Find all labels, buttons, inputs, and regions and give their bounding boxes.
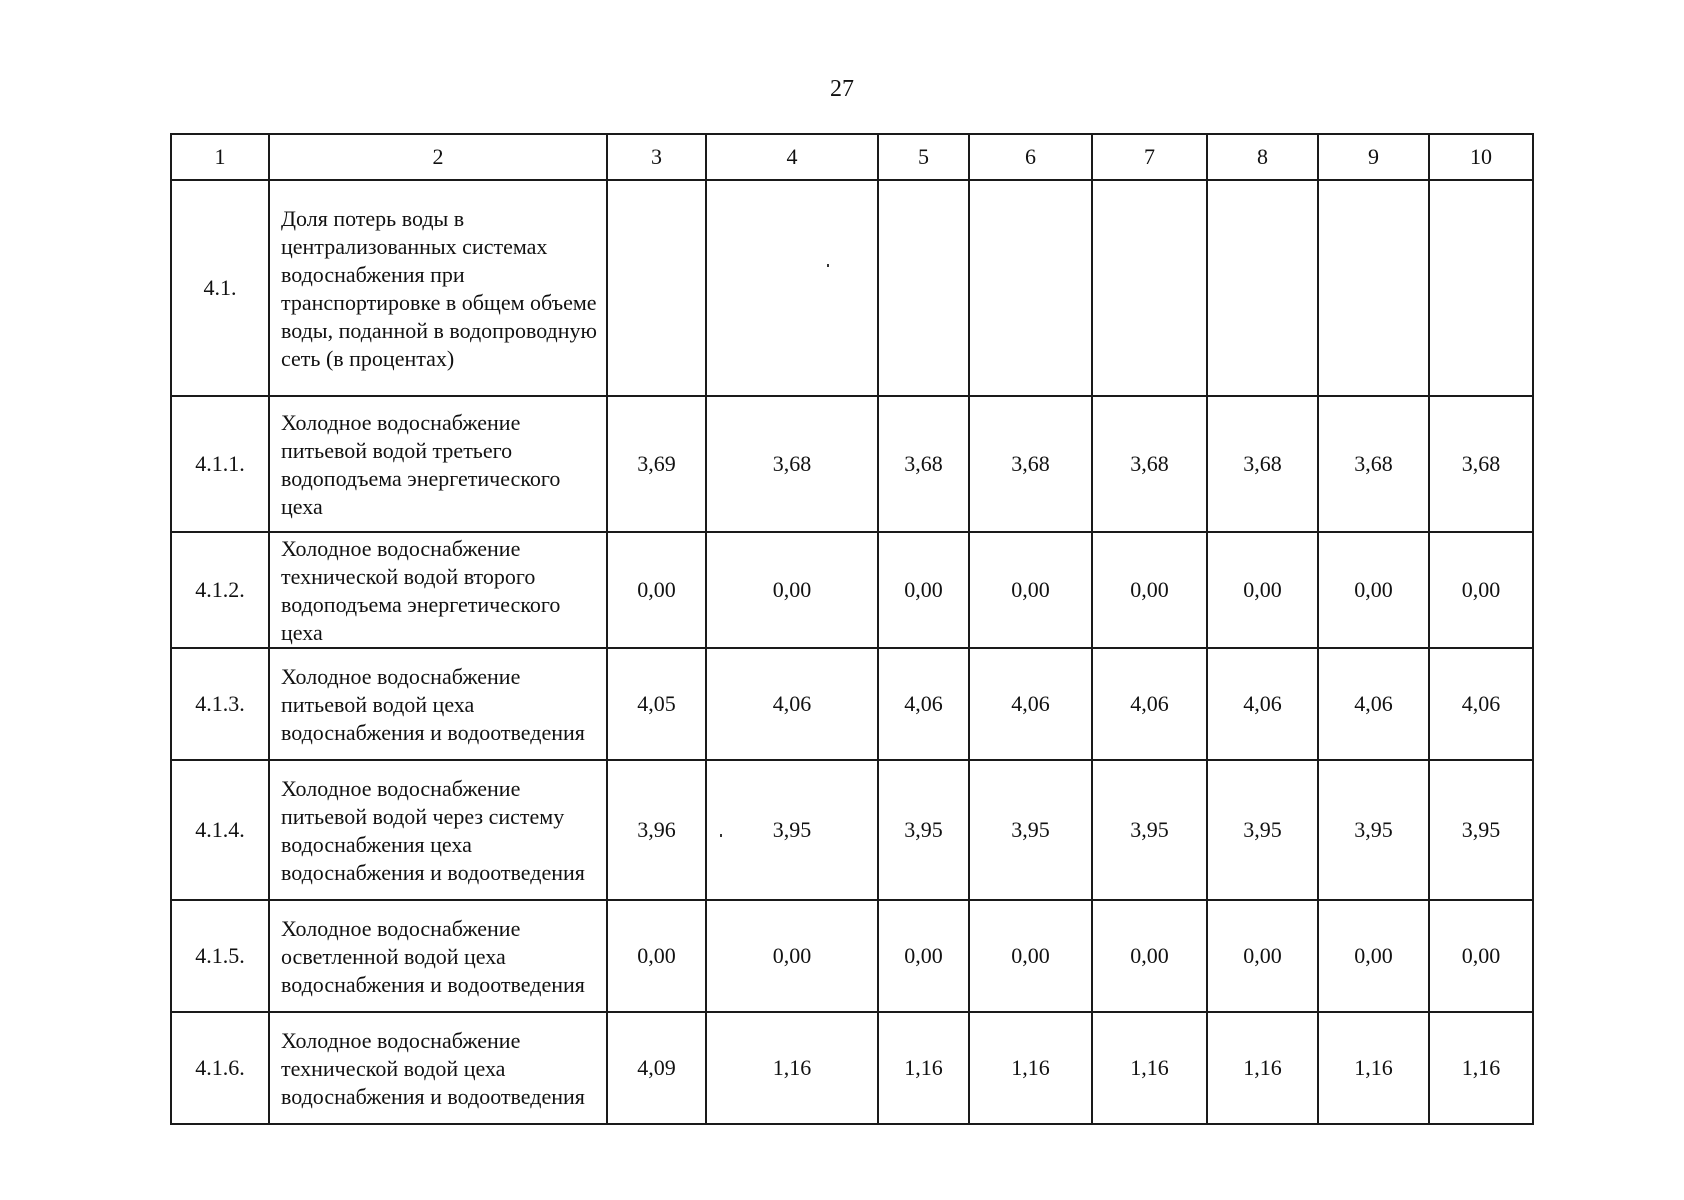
row-description: Холодное водоснабжение питьевой водой цеха водоснабжения и водоотведения	[269, 648, 607, 760]
table-row	[171, 532, 1533, 648]
value-cell: 1,16	[1207, 1012, 1318, 1124]
value-cell: 0,00	[607, 900, 706, 1012]
value-cell: 4,06	[1207, 648, 1318, 760]
table-row	[171, 760, 1533, 900]
value-cell: 4,06	[1092, 648, 1207, 760]
scan-speck	[827, 264, 829, 267]
row-number: 4.1.4.	[171, 760, 269, 900]
value-cell: 3,95	[706, 760, 878, 900]
value-cell: 3,95	[1092, 760, 1207, 900]
data-table	[170, 133, 1534, 1125]
column-header: 2	[269, 134, 607, 180]
value-cell: 3,68	[1429, 396, 1533, 532]
column-header: 3	[607, 134, 706, 180]
value-cell: 4,06	[1429, 648, 1533, 760]
value-cell: 3,96	[607, 760, 706, 900]
table-row	[171, 900, 1533, 1012]
value-cell: 0,00	[1429, 900, 1533, 1012]
row-number: 4.1.	[171, 180, 269, 396]
value-cell: 1,16	[878, 1012, 969, 1124]
value-cell: 3,68	[878, 396, 969, 532]
value-cell: 0,00	[878, 900, 969, 1012]
row-description: Холодное водоснабжение питьевой водой третьего водоподъема энергетического цеха	[269, 396, 607, 532]
value-cell	[1207, 180, 1318, 396]
value-cell: 0,00	[1318, 532, 1429, 648]
value-cell: 0,00	[607, 532, 706, 648]
value-cell	[878, 180, 969, 396]
value-cell: 4,06	[1318, 648, 1429, 760]
row-description: Холодное водоснабжение технической водой второго водоподъема энергетического цеха	[269, 532, 607, 648]
value-cell: 3,95	[969, 760, 1092, 900]
value-cell: 3,68	[706, 396, 878, 532]
page-number: 27	[830, 76, 854, 102]
value-cell: 3,69	[607, 396, 706, 532]
value-cell: 4,06	[878, 648, 969, 760]
value-cell: 1,16	[1429, 1012, 1533, 1124]
value-cell: 0,00	[1318, 900, 1429, 1012]
value-cell: 4,09	[607, 1012, 706, 1124]
table-row	[171, 180, 1533, 396]
value-cell: 0,00	[706, 532, 878, 648]
value-cell: 0,00	[1207, 532, 1318, 648]
value-cell	[1092, 180, 1207, 396]
value-cell: 3,68	[1318, 396, 1429, 532]
value-cell: 0,00	[969, 532, 1092, 648]
value-cell: 3,68	[1207, 396, 1318, 532]
value-cell: 0,00	[1207, 900, 1318, 1012]
value-cell: 3,95	[1207, 760, 1318, 900]
value-cell: 0,00	[1092, 900, 1207, 1012]
column-header: 10	[1429, 134, 1533, 180]
value-cell	[607, 180, 706, 396]
value-cell: 4,06	[969, 648, 1092, 760]
row-description: Холодное водоснабжение технической водой цеха водоснабжения и водоотведения	[269, 1012, 607, 1124]
value-cell	[1318, 180, 1429, 396]
row-number: 4.1.3.	[171, 648, 269, 760]
value-cell: 1,16	[969, 1012, 1092, 1124]
value-cell	[969, 180, 1092, 396]
row-description: Холодное водоснабжение питьевой водой через систему водоснабжения цеха водоснабжения и водоотведения	[269, 760, 607, 900]
column-header: 7	[1092, 134, 1207, 180]
row-number: 4.1.6.	[171, 1012, 269, 1124]
row-number: 4.1.5.	[171, 900, 269, 1012]
value-cell	[706, 180, 878, 396]
column-header: 6	[969, 134, 1092, 180]
header-row	[171, 134, 1533, 180]
value-cell: 0,00	[1092, 532, 1207, 648]
value-cell: 3,68	[1092, 396, 1207, 532]
value-cell: 1,16	[1092, 1012, 1207, 1124]
table-row	[171, 396, 1533, 532]
column-header: 1	[171, 134, 269, 180]
value-cell: 4,05	[607, 648, 706, 760]
table-row	[171, 648, 1533, 760]
column-header: 4	[706, 134, 878, 180]
value-cell: 4,06	[706, 648, 878, 760]
column-header: 8	[1207, 134, 1318, 180]
value-cell: 0,00	[969, 900, 1092, 1012]
value-cell: 0,00	[706, 900, 878, 1012]
row-description: Холодное водоснабжение осветленной водой цеха водоснабжения и водоотведения	[269, 900, 607, 1012]
value-cell: 3,95	[1318, 760, 1429, 900]
row-number: 4.1.2.	[171, 532, 269, 648]
value-cell: 0,00	[1429, 532, 1533, 648]
value-cell: 3,95	[1429, 760, 1533, 900]
value-cell: 1,16	[1318, 1012, 1429, 1124]
value-cell: 3,68	[969, 396, 1092, 532]
row-description: Доля потерь воды в централизованных системах водоснабжения при транспортировке в общем объеме воды, поданной в водопроводную сеть (в процентах)	[269, 180, 607, 396]
scan-speck	[720, 834, 722, 837]
value-cell	[1429, 180, 1533, 396]
table-row	[171, 1012, 1533, 1124]
row-number: 4.1.1.	[171, 396, 269, 532]
value-cell: 1,16	[706, 1012, 878, 1124]
column-header: 9	[1318, 134, 1429, 180]
column-header: 5	[878, 134, 969, 180]
value-cell: 3,95	[878, 760, 969, 900]
value-cell: 0,00	[878, 532, 969, 648]
